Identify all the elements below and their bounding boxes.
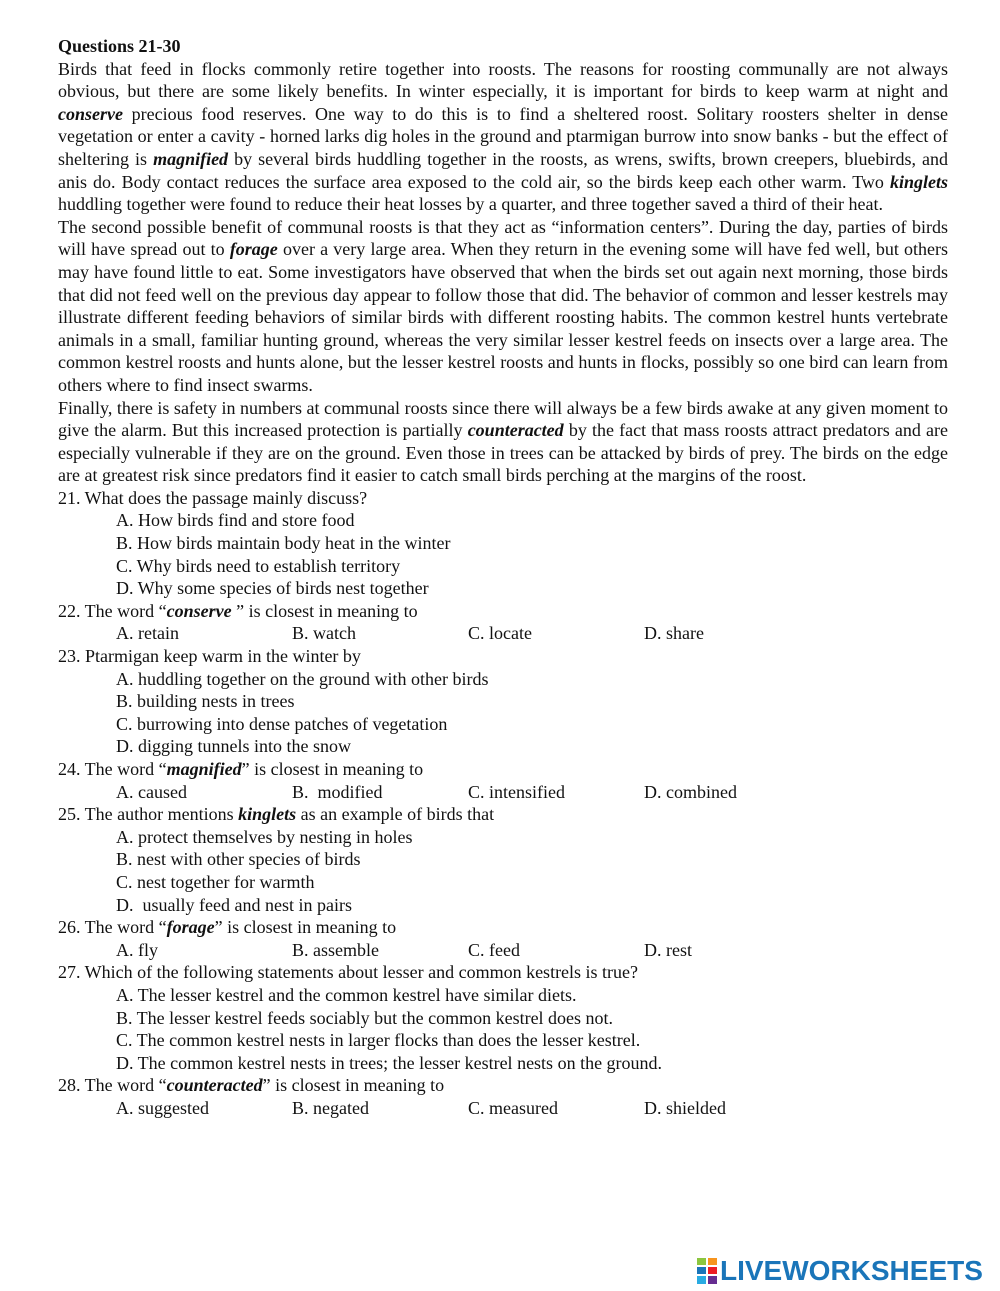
question-stem: 21. What does the passage mainly discuss? xyxy=(58,487,368,508)
question-stem xyxy=(58,600,948,623)
stem-text: ” is closest in meaning to xyxy=(231,600,418,621)
answer-option-d[interactable]: D. shielded xyxy=(644,1097,726,1118)
answer-option-a[interactable]: A. fly xyxy=(116,939,158,960)
answer-option-d[interactable]: D. Why some species of birds nest together xyxy=(116,578,429,599)
answer-option-b[interactable]: B. building nests in trees xyxy=(116,691,295,712)
answer-option-b[interactable]: B. assemble xyxy=(292,939,379,960)
liveworksheets-logo[interactable] xyxy=(697,1256,983,1286)
section-heading: Questions 21-30 xyxy=(58,36,181,56)
option-row xyxy=(58,1097,948,1120)
answer-option-b[interactable]: B. negated xyxy=(292,1097,369,1118)
answer-option-d[interactable]: D. The common kestrel nests in trees; the lesser kestrel nests on the ground. xyxy=(116,1052,663,1073)
option-row xyxy=(58,781,948,804)
answer-option-b[interactable]: B. The lesser kestrel feeds sociably but the common kestrel does not. xyxy=(116,1007,614,1028)
stem-text: 26. The word “ xyxy=(58,917,167,938)
option-list xyxy=(58,668,948,758)
answer-option-c[interactable]: C. burrowing into dense patches of vegetation xyxy=(116,713,448,734)
keyword-magnified: magnified xyxy=(153,148,229,169)
keyword-kinglets: kinglets xyxy=(889,171,948,192)
passage-text: The second possible benefit of communal roosts is that they act as “information centers”. During the day, parties of birds will have spread out to xyxy=(58,216,948,260)
answer-option-a[interactable]: A. The lesser kestrel and the common kestrel have similar diets. xyxy=(116,984,577,1005)
answer-option-d[interactable]: D. usually feed and nest in pairs xyxy=(116,894,352,915)
worksheet-page xyxy=(58,35,948,1120)
stem-keyword: forage xyxy=(166,917,215,938)
stem-text: 22. The word “ xyxy=(58,600,167,621)
answer-option-d[interactable]: D. digging tunnels into the snow xyxy=(116,736,351,757)
keyword-counteracted: counteracted xyxy=(467,420,564,441)
answer-option-d[interactable]: D. rest xyxy=(644,939,692,960)
question-stem: 23. Ptarmigan keep warm in the winter by xyxy=(58,646,361,667)
answer-option-d[interactable]: D. combined xyxy=(644,781,737,802)
question-25 xyxy=(58,803,948,916)
logo-text: LIVEWORKSHEETS xyxy=(720,1255,983,1286)
passage-text: by the fact that mass roosts attract predators and are especially vulnerable if they are on the ground. Even those in trees can be attacked by birds of prey. The birds on the edge are at greatest risk since predators find it easier to catch small birds perching at the margins of the roost. xyxy=(58,420,948,486)
stem-text: 25. The author mentions xyxy=(58,804,239,825)
passage-text: by several birds huddling together in the roosts, as wrens, swifts, brown creepers, bluebirds, and anis do. Body contact reduces the surface area exposed to the cold air, so the birds keep each other warm. Two xyxy=(58,148,948,192)
answer-option-a[interactable]: A. retain xyxy=(116,623,179,644)
answer-option-a[interactable]: A. protect themselves by nesting in holes xyxy=(116,826,413,847)
passage-paragraph-3 xyxy=(58,397,948,487)
stem-text: 24. The word “ xyxy=(58,759,167,779)
question-21 xyxy=(58,487,948,600)
option-row xyxy=(58,622,948,645)
stem-text: ” is closest in meaning to xyxy=(241,759,424,779)
passage-text: Finally, there is safety in numbers at communal roosts since there will always be a few birds awake at any given moment to give the alarm. But this increased protection is partially xyxy=(58,397,948,441)
stem-keyword: conserve xyxy=(166,600,232,621)
answer-option-a[interactable]: A. suggested xyxy=(116,1097,209,1118)
option-list xyxy=(58,984,948,1074)
answer-option-c[interactable]: C. locate xyxy=(468,623,532,644)
option-list xyxy=(58,826,948,916)
passage-paragraph-2 xyxy=(58,216,948,397)
question-27 xyxy=(58,961,948,1074)
stem-text: ” is closest in meaning to xyxy=(262,1075,445,1096)
question-stem xyxy=(58,758,948,781)
stem-text: ” is closest in meaning to xyxy=(214,917,397,938)
stem-keyword: counteracted xyxy=(166,1075,263,1096)
answer-option-a[interactable]: A. caused xyxy=(116,781,187,802)
answer-option-a[interactable]: A. How birds find and store food xyxy=(116,510,355,531)
answer-option-b[interactable]: B. watch xyxy=(292,623,356,644)
answer-option-c[interactable]: C. intensified xyxy=(468,781,565,802)
answer-option-c[interactable]: C. feed xyxy=(468,939,520,960)
question-stem xyxy=(58,803,948,826)
option-row xyxy=(58,939,948,962)
answer-option-c[interactable]: C. nest together for warmth xyxy=(116,871,315,892)
passage-text: huddling together were found to reduce their heat losses by a quarter, and three together saved a third of their heat. xyxy=(58,194,883,215)
stem-text: 28. The word “ xyxy=(58,1075,167,1096)
question-stem: 27. Which of the following statements about lesser and common kestrels is true? xyxy=(58,962,639,983)
question-26 xyxy=(58,916,948,961)
keyword-forage: forage xyxy=(229,239,278,260)
passage-paragraph-1 xyxy=(58,58,948,216)
answer-option-a[interactable]: A. huddling together on the ground with other birds xyxy=(116,668,489,689)
option-list xyxy=(58,509,948,599)
stem-text: as an example of birds that xyxy=(296,804,495,825)
passage-text: precious food reserves. One way to do this is to find a sheltered roost. Solitary roosters shelter in dense vegetation or enter a cavity - horned larks dig holes in the ground and ptarmigan burrow into snow banks - but the effect of sheltering is xyxy=(58,103,948,169)
question-28 xyxy=(58,1074,948,1119)
question-22 xyxy=(58,600,948,645)
keyword-conserve: conserve xyxy=(58,103,123,124)
liveworksheets-logo-icon xyxy=(697,1258,717,1284)
passage-text: Birds that feed in flocks commonly retire together into roosts. The reasons for roosting communally are not always obvious, but there are some likely benefits. In winter especially, it is important for birds to keep warm at night and xyxy=(58,58,948,102)
answer-option-b[interactable]: B. modified xyxy=(292,781,383,802)
question-stem xyxy=(58,916,948,939)
question-24 xyxy=(58,758,948,803)
answer-option-c[interactable]: C. Why birds need to establish territory xyxy=(116,555,401,576)
answer-option-b[interactable]: B. How birds maintain body heat in the winter xyxy=(116,533,451,554)
answer-option-c[interactable]: C. The common kestrel nests in larger flocks than does the lesser kestrel. xyxy=(116,1030,641,1051)
question-stem xyxy=(58,1074,948,1097)
answer-option-c[interactable]: C. measured xyxy=(468,1097,558,1118)
answer-option-b[interactable]: B. nest with other species of birds xyxy=(116,849,361,870)
stem-keyword: magnified xyxy=(166,759,242,779)
question-23 xyxy=(58,645,948,758)
answer-option-d[interactable]: D. share xyxy=(644,623,704,644)
stem-keyword: kinglets xyxy=(238,804,297,825)
passage-text: over a very large area. When they return in the evening some will have fed well, but others may have found little to eat. Some investigators have observed that when the birds set out again next morning, those birds that did not feed well on the previous day appear to follow those that did. The behavior of common and lesser kestrels may illustrate different feeding behaviors of similar birds with different roosting habits. The common kestrel hunts vertebrate animals in a small, familiar hunting ground, whereas the very similar lesser kestrel feeds on insects over a large area. The common kestrel roosts and hunts alone, but the lesser kestrel roosts and hunts in flocks, possibly so one bird can learn from others where to find insect swarms. xyxy=(58,239,948,395)
